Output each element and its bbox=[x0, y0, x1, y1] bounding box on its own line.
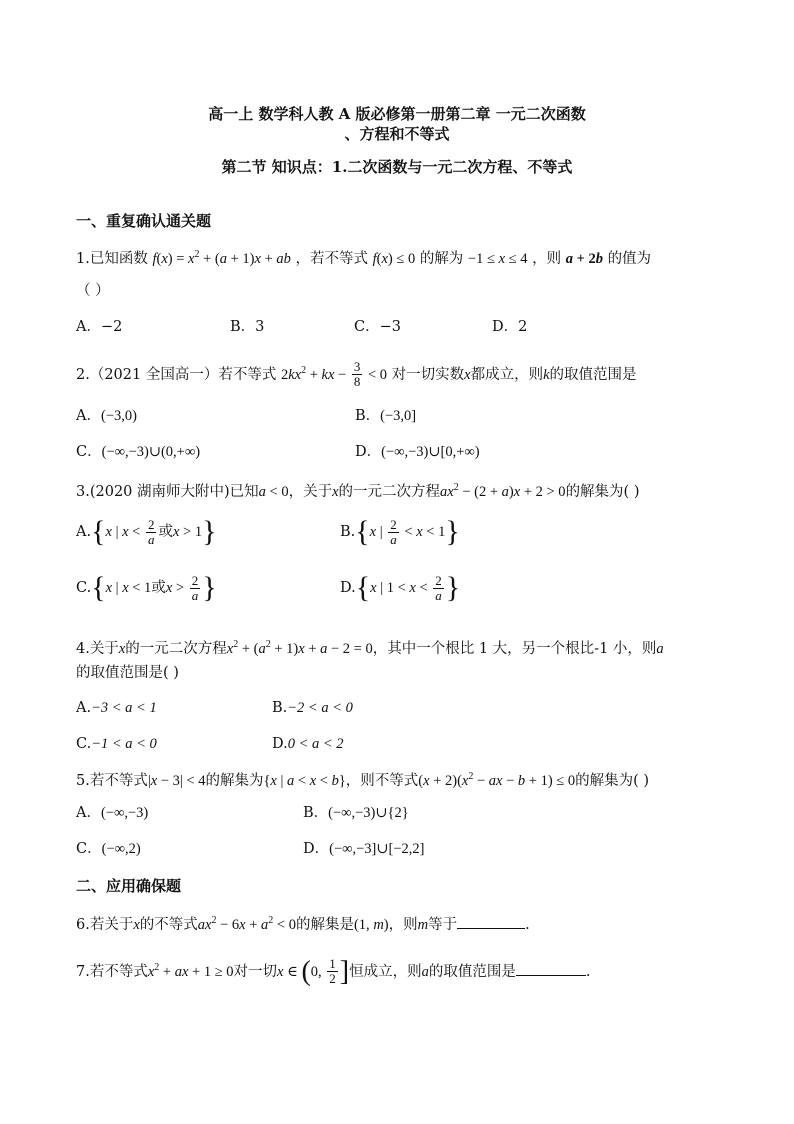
q3-option-b[interactable]: B.{x | $\frac{2}{a}$ < x < 1} bbox=[340, 515, 460, 548]
q7-answer-blank[interactable] bbox=[516, 961, 586, 976]
question-7: 7.若不等式$x^2$ + ax + 1 ≥ 0对一切x ∈ (0, $\frac{1}{2}$ ]恒成立，则a的取值范围是 . bbox=[76, 955, 591, 987]
document-title-line2: 、方程和不等式 bbox=[344, 125, 450, 143]
q1-option-c[interactable]: C．−3 bbox=[354, 319, 401, 335]
section1-heading: 一、重复确认通关题 bbox=[76, 212, 212, 230]
q1-option-a[interactable]: A．−2 bbox=[76, 319, 123, 335]
section2-heading: 二、应用确保题 bbox=[76, 877, 182, 895]
q4-option-c[interactable]: C.−1 < a < 0 bbox=[76, 736, 157, 752]
question-5: 5.若不等式|x − 3| < 4的解集为{x | a < x < b}，则不等式$(x + 2)(x^2$ − ax − b + 1) ≤ 0的解集为( ) bbox=[76, 771, 650, 789]
question-1: 1.已知函数 $f(x) = x^2 + (a + 1)x$ + ab ，若不等式 f(x) ≤ 0 的解为 −1 ≤ x ≤ 4 ，则 a + 2b 的值为 bbox=[76, 249, 652, 267]
q1-option-d[interactable]: D．2 bbox=[492, 319, 528, 335]
document-title-line1: 高一上 数学科人教 A 版必修第一册第二章 一元二次函数 bbox=[208, 105, 586, 123]
question-3: 3.(2020 湖南师大附中)已知a < 0，关于x的一元二次方程$ax^2 - (2 + a)x + 2 > 0$的解集为( ) bbox=[76, 482, 640, 500]
q4-line2: 的取值范围是( ) bbox=[76, 665, 179, 681]
q5-option-b[interactable]: B．(−∞,−3)∪{2} bbox=[303, 805, 409, 821]
q1-option-b[interactable]: B．3 bbox=[230, 319, 265, 335]
q5-option-a[interactable]: A．(−∞,−3) bbox=[76, 805, 149, 821]
q2-option-b[interactable]: B．(−3,0] bbox=[355, 408, 417, 424]
q1-answer-paren: （ ） bbox=[76, 283, 110, 299]
q4-option-d[interactable]: D.0 < a < 2 bbox=[272, 736, 344, 752]
question-2: 2.（2021 全国高一）若不等式 $2kx^2$ + kx − $\frac{3}{8}$ < 0 对一切实数x都成立，则k的取值范围是 bbox=[76, 359, 637, 390]
q2-option-d[interactable]: D．(−∞,−3)∪[0,+∞) bbox=[355, 444, 480, 460]
question-4: 4.关于x的一元二次方程$x^2 + (a^2 + 1)x + a - 2 = 0$，其中一个根比 1 大，另一个根比-1 小，则a bbox=[76, 639, 664, 657]
q3-option-d[interactable]: D.{x | 1 < x < $\frac{2}{a}$ } bbox=[340, 571, 461, 604]
question-6: 6.若关于x的不等式$ax^2 - 6x + a^2 < 0$的解集是(1, m)，则m等于 . bbox=[76, 915, 530, 933]
q1-function-expr: f bbox=[152, 250, 157, 267]
q2-option-c[interactable]: C．(−∞,−3)∪(0,+∞) bbox=[76, 444, 201, 460]
q4-option-a[interactable]: A.−3 < a < 1 bbox=[76, 700, 157, 716]
q5-option-c[interactable]: C．(−∞,2) bbox=[76, 841, 141, 857]
q2-fraction: $\frac{3}{8}$ bbox=[353, 359, 361, 390]
q3-option-c[interactable]: C.{x | x < 1或x > $\frac{2}{a}$ } bbox=[76, 571, 217, 604]
q3-option-a[interactable]: A.{x | x < $\frac{2}{a}$ 或x > 1} bbox=[76, 515, 217, 548]
q2-option-a[interactable]: A．(−3,0) bbox=[76, 408, 137, 424]
q4-option-b[interactable]: B.−2 < a < 0 bbox=[272, 700, 353, 716]
q6-answer-blank[interactable] bbox=[457, 914, 525, 929]
q5-option-d[interactable]: D．(−∞,−3]∪[−2,2] bbox=[303, 841, 425, 857]
document-subtitle: 第二节 知识点：1.二次函数与一元二次方程、不等式 bbox=[221, 158, 573, 176]
